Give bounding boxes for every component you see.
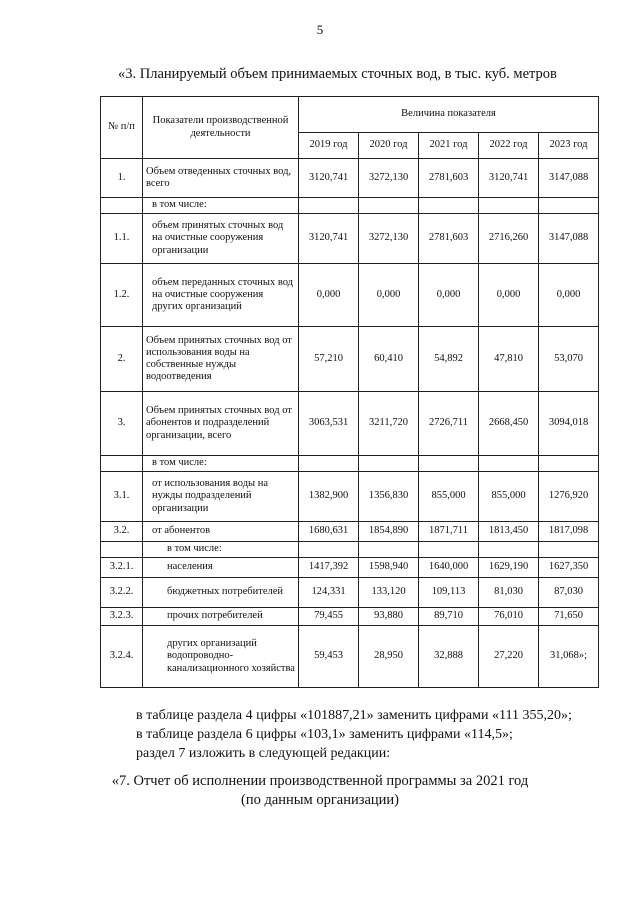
amendment-list [136,706,572,763]
next-section-heading [0,772,640,810]
row-value [359,456,419,472]
row-value [539,456,599,472]
table-row [101,558,599,578]
table-row [101,522,599,542]
row-value: 0,000 [299,264,359,327]
row-value: 32,888 [419,626,479,688]
row-value: 60,410 [359,327,419,392]
header-indicator: Показатели производственной деятельности [143,97,299,159]
row-indicator: от использования воды на нужды подразделений организации [143,472,299,522]
row-number: 1. [101,159,143,198]
row-value: 855,000 [479,472,539,522]
row-value [479,198,539,214]
header-year: 2023 год [539,133,599,159]
table-row [101,456,599,472]
row-number: 3.2. [101,522,143,542]
table-row [101,626,599,688]
row-number: 1.2. [101,264,143,327]
row-value: 3211,720 [359,392,419,456]
table-row [101,392,599,456]
row-indicator: от абонентов [143,522,299,542]
row-value: 3063,531 [299,392,359,456]
row-value [299,542,359,558]
header-value-group: Величина показателя [299,97,599,133]
row-value: 109,113 [419,578,479,608]
row-value: 1640,000 [419,558,479,578]
row-value: 3147,088 [539,159,599,198]
row-value: 1417,392 [299,558,359,578]
row-value: 87,030 [539,578,599,608]
table-row [101,159,599,198]
amendment-line: в таблице раздела 6 цифры «103,1» заменить цифрами «114,5»; [136,727,513,742]
row-value: 855,000 [419,472,479,522]
row-number [101,456,143,472]
row-value: 59,453 [299,626,359,688]
wastewater-table [100,96,599,688]
row-value: 27,220 [479,626,539,688]
row-subheading: в том числе: [143,456,299,472]
row-value [359,542,419,558]
row-value: 1629,190 [479,558,539,578]
row-value: 2668,450 [479,392,539,456]
header-year: 2020 год [359,133,419,159]
row-number: 3.2.1. [101,558,143,578]
section-title: «3. Планируемый объем принимаемых сточных вод, в тыс. куб. метров [118,66,557,82]
header-year: 2019 год [299,133,359,159]
row-value [479,456,539,472]
row-value [299,198,359,214]
table-row [101,472,599,522]
row-indicator: Объем принятых сточных вод от абонентов и подразделений организации, всего [143,392,299,456]
table-row [101,578,599,608]
row-subheading: в том числе: [143,198,299,214]
row-value: 3147,088 [539,214,599,264]
row-number: 1.1. [101,214,143,264]
row-value: 3120,741 [299,159,359,198]
row-indicator: Объем отведенных сточных вод, всего [143,159,299,198]
row-value [539,198,599,214]
row-value: 1817,098 [539,522,599,542]
row-value [539,542,599,558]
row-value: 1382,900 [299,472,359,522]
row-indicator: Объем принятых сточных вод от использования воды на собственные нужды водоотведения [143,327,299,392]
row-indicator: прочих потребителей [143,608,299,626]
row-value [419,198,479,214]
row-value: 3120,741 [299,214,359,264]
row-value: 3272,130 [359,159,419,198]
row-value: 3120,741 [479,159,539,198]
row-value: 2781,603 [419,214,479,264]
row-number [101,542,143,558]
next-section-title: «7. Отчет об исполнении производственной программы за 2021 год [111,773,529,789]
row-number: 3.1. [101,472,143,522]
row-value: 2726,711 [419,392,479,456]
row-number: 3. [101,392,143,456]
row-number: 3.2.2. [101,578,143,608]
row-subheading: в том числе: [143,542,299,558]
table-row [101,198,599,214]
row-value: 1598,940 [359,558,419,578]
table-row [101,608,599,626]
row-indicator: других организаций водопроводно-канализационного хозяйства [143,626,299,688]
row-value: 1680,631 [299,522,359,542]
row-indicator: объем переданных сточных вод на очистные сооружения других организаций [143,264,299,327]
row-value: 31,068»; [539,626,599,688]
row-number: 2. [101,327,143,392]
row-value: 79,455 [299,608,359,626]
row-value: 1627,350 [539,558,599,578]
row-value [419,542,479,558]
row-value: 3272,130 [359,214,419,264]
row-value: 133,120 [359,578,419,608]
row-value: 0,000 [419,264,479,327]
row-value: 53,070 [539,327,599,392]
row-value [359,198,419,214]
row-value: 124,331 [299,578,359,608]
header-year: 2022 год [479,133,539,159]
header-year: 2021 год [419,133,479,159]
row-value: 81,030 [479,578,539,608]
row-value: 3094,018 [539,392,599,456]
row-value: 57,210 [299,327,359,392]
amendment-line: в таблице раздела 4 цифры «101887,21» заменить цифрами «111 355,20»; [136,708,572,723]
row-value: 1854,890 [359,522,419,542]
next-section-subtitle: (по данным организации) [240,792,399,808]
row-value: 93,880 [359,608,419,626]
header-num: № п/п [101,97,143,159]
table-row [101,542,599,558]
amendment-line: раздел 7 изложить в следующей редакции: [136,746,391,761]
table-row [101,327,599,392]
row-indicator: населения [143,558,299,578]
row-value: 89,710 [419,608,479,626]
row-value: 0,000 [539,264,599,327]
row-value: 0,000 [359,264,419,327]
row-value: 2781,603 [419,159,479,198]
row-value [479,542,539,558]
row-value: 1356,830 [359,472,419,522]
row-indicator: бюджетных потребителей [143,578,299,608]
row-value: 76,010 [479,608,539,626]
row-value: 1871,711 [419,522,479,542]
row-value: 54,892 [419,327,479,392]
row-value: 2716,260 [479,214,539,264]
row-number: 3.2.3. [101,608,143,626]
page-number: 5 [316,22,324,37]
table-row [101,214,599,264]
row-number: 3.2.4. [101,626,143,688]
row-value: 28,950 [359,626,419,688]
row-value: 1813,450 [479,522,539,542]
row-indicator: объем принятых сточных вод на очистные сооружения организации [143,214,299,264]
row-value: 71,650 [539,608,599,626]
row-value: 47,810 [479,327,539,392]
row-value [299,456,359,472]
table-row [101,264,599,327]
row-number [101,198,143,214]
row-value: 0,000 [479,264,539,327]
row-value [419,456,479,472]
row-value: 1276,920 [539,472,599,522]
